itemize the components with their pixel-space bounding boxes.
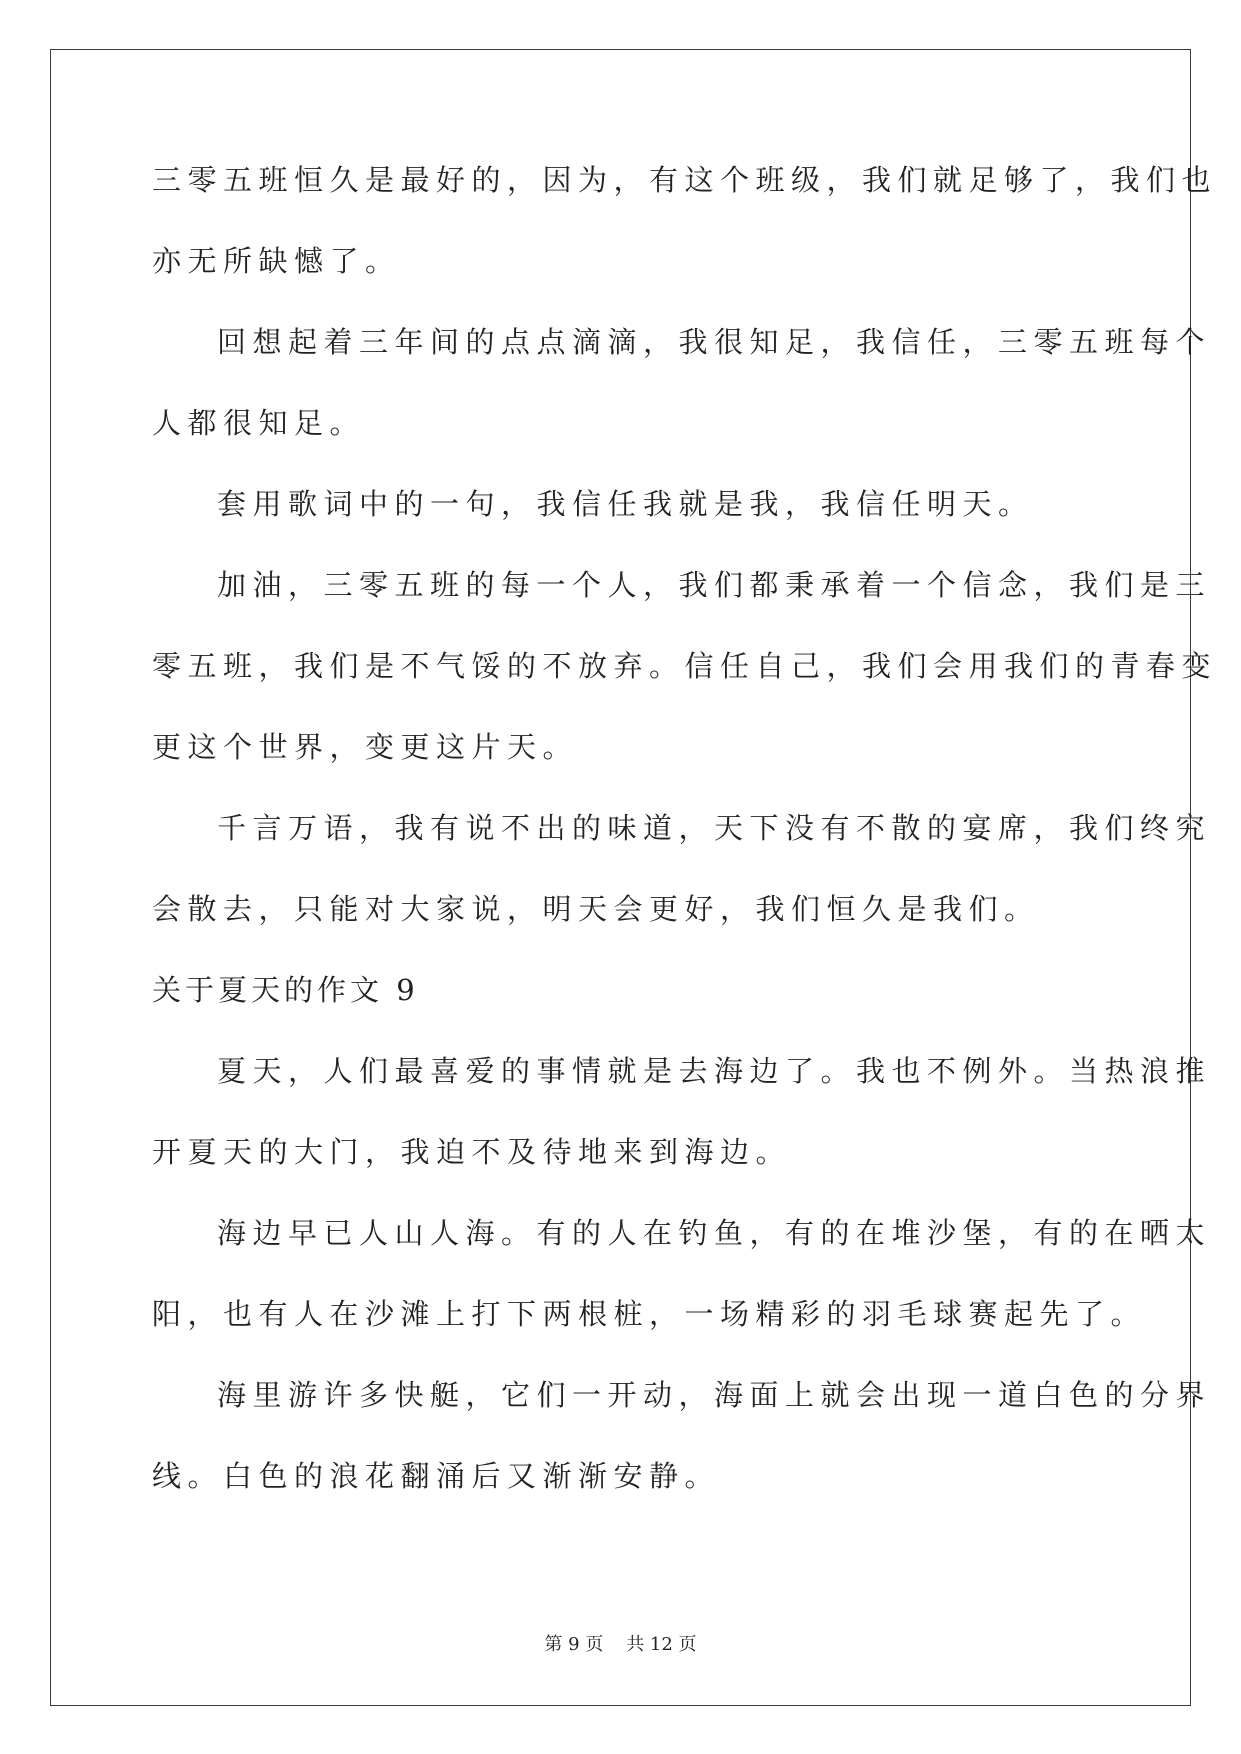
paragraph-start-line: 套用歌词中的一句，我信任我就是我，我信任明天。 [217,487,1034,521]
text-line: 会散去，只能对大家说，明天会更好，我们恒久是我们。 [152,892,1040,926]
paragraph-start-line: 加油，三零五班的每一个人，我们都秉承着一个信念，我们是三 [217,568,1212,602]
text-line: 三零五班恒久是最好的，因为，有这个班级，我们就足够了，我们也 [152,163,1218,197]
paragraph-start-line: 夏天，人们最喜爱的事情就是去海边了。我也不例外。当热浪推 [217,1054,1212,1088]
document-body [152,159,1218,1536]
text-line: 亦无所缺憾了。 [152,244,401,278]
paragraph-start-line: 海边早已人山人海。有的人在钓鱼，有的在堆沙堡，有的在晒太 [217,1216,1212,1250]
paragraph-start-line: 海里游许多快艇，它们一开动，海面上就会出现一道白色的分界 [217,1378,1212,1412]
paragraph-start-line: 千言万语，我有说不出的味道，天下没有不散的宴席，我们终究 [217,811,1212,845]
text-line: 零五班，我们是不气馁的不放弃。信任自己，我们会用我们的青春变 [152,649,1218,683]
page-number-footer: 第 9 页 共 12 页 [544,1634,697,1655]
text-line: 开夏天的大门，我迫不及待地来到海边。 [152,1135,792,1169]
text-line: 线。白色的浪花翻涌后又渐渐安静。 [152,1459,721,1493]
section-heading: 关于夏天的作文 9 [152,973,419,1007]
text-line: 阳，也有人在沙滩上打下两根桩，一场精彩的羽毛球赛起先了。 [152,1297,1147,1331]
paragraph-start-line: 回想起着三年间的点点滴滴，我很知足，我信任，三零五班每个 [217,325,1212,359]
text-line: 人都很知足。 [152,406,366,440]
text-line: 更这个世界，变更这片天。 [152,730,579,764]
